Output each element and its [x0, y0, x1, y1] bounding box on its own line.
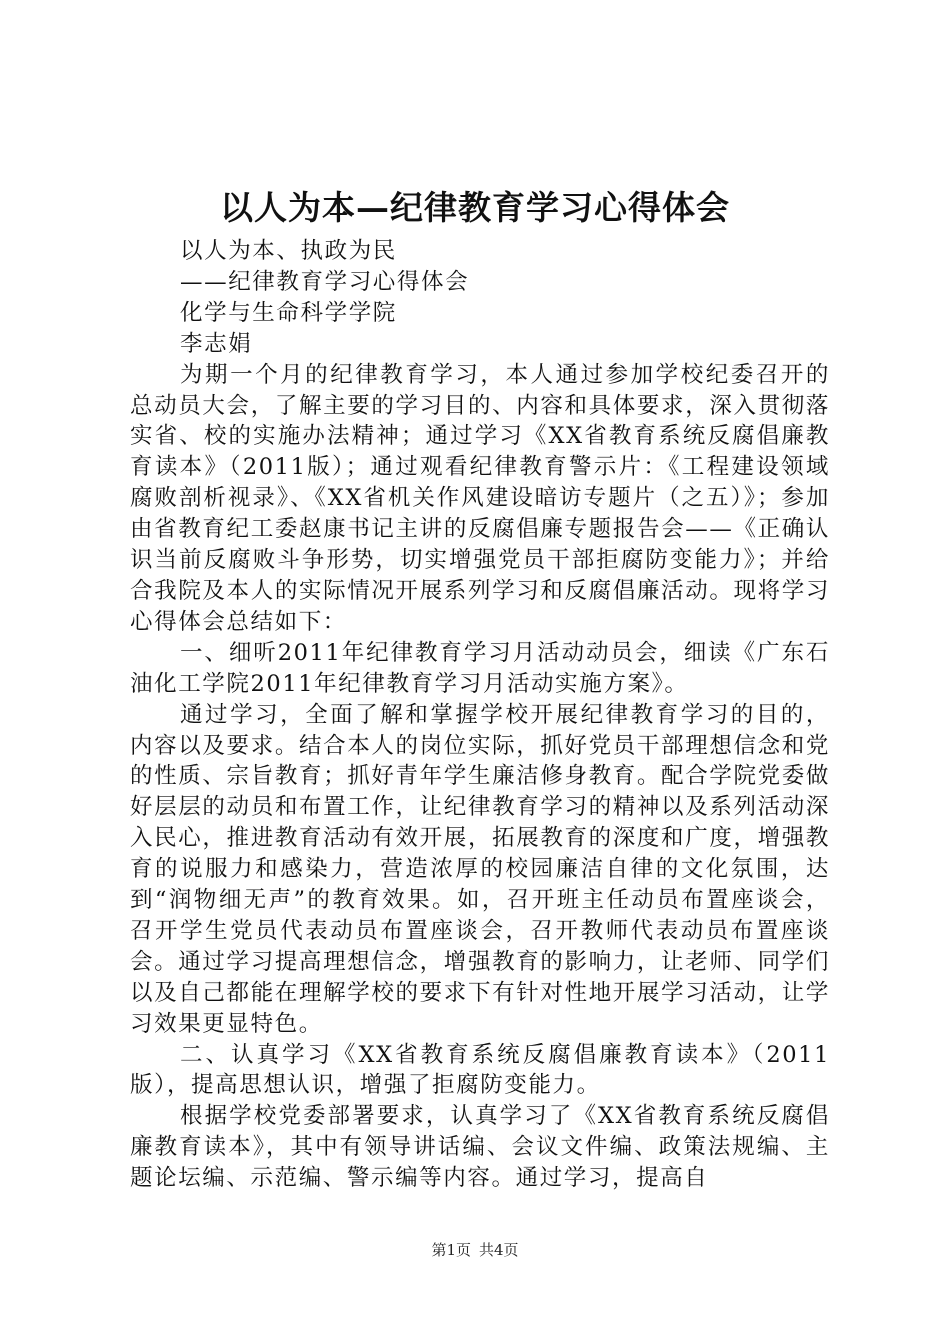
page-footer: [0, 1240, 950, 1260]
body-paragraph: 根据学校党委部署要求，认真学习了《XX省教育系统反腐倡廉教育读本》，其中有领导讲话编、会议文件编、政策法规编、主题论坛编、示范编、警示编等内容。通过学习，提高自: [130, 1103, 830, 1192]
document-body: [130, 236, 830, 1194]
section-heading-one: 一、细听2011年纪律教育学习月活动动员会，细读《广东石油化工学院2011年纪律教育学习月活动实施方案》。: [130, 639, 830, 697]
document-title: 以人为本—纪律教育学习心得体会: [220, 188, 730, 227]
header-line-subtitle: ——纪律教育学习心得体会: [180, 268, 470, 295]
page-number: 第1页: [431, 1241, 471, 1259]
body-paragraph: 为期一个月的纪律教育学习，本人通过参加学校纪委召开的总动员大会，了解主要的学习目的、内容和具体要求，深入贯彻落实省、校的实施办法精神；通过学习《XX省教育系统反腐倡廉教育读本》（2011版）；通过观看纪律教育警示片：《工程建设领域腐败剖析视录》、《XX省机关作风建设暗访专题片（之五）》；参加由省教育纪工委赵康书记主讲的反腐倡廉专题报告会——《正确认识当前反腐败斗争形势，切实增强党员干部拒腐防变能力》；并给合我院及本人的实际情况开展系列学习和反腐倡廉活动。现将学习心得体会总结如下：: [130, 361, 830, 635]
header-line-author: 李志娟: [180, 330, 253, 357]
body-paragraph: 通过学习，全面了解和掌握学校开展纪律教育学习的目的，内容以及要求。结合本人的岗位实际，抓好党员干部理想信念和党的性质、宗旨教育；抓好青年学生廉洁修身教育。配合学院党委做好层层的动员和布置工作，让纪律教育学习的精神以及系列活动深入民心，推进教育活动有效开展，拓展教育的深度和广度，增强教育的说服力和感染力，营造浓厚的校园廉洁自律的文化氛围，达到“润物细无声”的教育效果。如，召开班主任动员布置座谈会，召开学生党员代表动员布置座谈会，召开教师代表动员布置座谈会。通过学习提高理想信念，增强教育的影响力，让老师、同学们以及自己都能在理解学校的要求下有针对性地开展学习活动，让学习效果更显特色。: [130, 701, 830, 1037]
header-line-motto: 以人为本、执政为民: [180, 238, 397, 264]
page-total: 共4页: [479, 1241, 519, 1259]
section-heading-two: 二、认真学习《XX省教育系统反腐倡廉教育读本》（2011版），提高思想认识，增强了拒腐防变能力。: [130, 1041, 830, 1099]
header-line-department: 化学与生命科学学院: [180, 299, 397, 326]
